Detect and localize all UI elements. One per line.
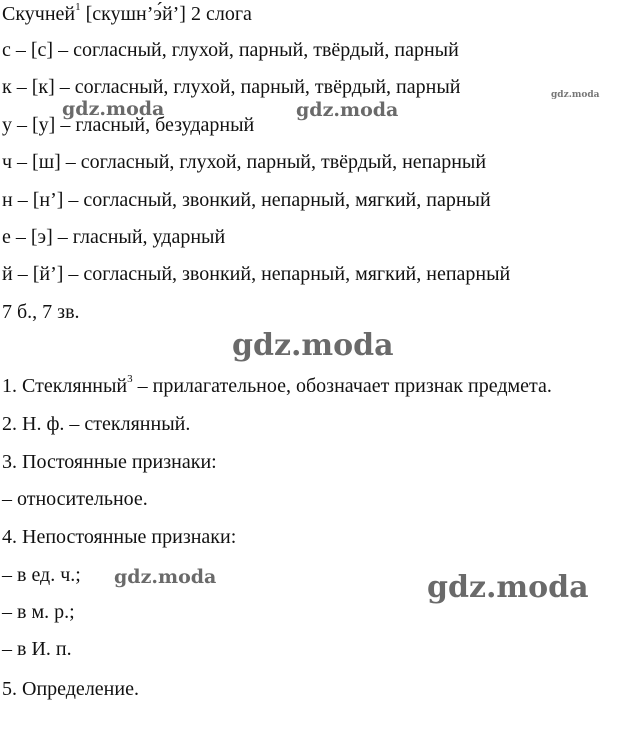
phonetic-transcription: [скушн’э́й’] 2 слога bbox=[85, 3, 252, 25]
morphology-line: – относительное. bbox=[2, 488, 148, 510]
morphology-line: 4. Непостоянные признаки: bbox=[2, 526, 237, 548]
morphology-word-footnote: 3 bbox=[127, 373, 133, 386]
phonetic-line: ч – [ш] – согласный, глухой, парный, твёрдый, непарный bbox=[2, 151, 487, 173]
watermark: gdz.moda bbox=[296, 99, 399, 121]
watermark: gdz.moda bbox=[62, 98, 165, 120]
watermark: gdz.moda bbox=[114, 566, 217, 588]
watermark-large: gdz.moda bbox=[232, 328, 394, 363]
phonetic-header bbox=[2, 2, 252, 26]
morphology-item-1 bbox=[2, 374, 552, 398]
phonetic-word-footnote: 1 bbox=[75, 1, 81, 14]
phonetic-line: с – [с] – согласный, глухой, парный, твёрдый, парный bbox=[2, 39, 459, 61]
phonetic-line: к – [к] – согласный, глухой, парный, твёрдый, парный bbox=[2, 76, 461, 98]
morphology-line: 2. Н. ф. – стеклянный. bbox=[2, 413, 191, 435]
morphology-line: 3. Постоянные признаки: bbox=[2, 451, 217, 473]
morphology-line: – в м. р.; bbox=[2, 601, 75, 623]
phonetic-word: Скучней bbox=[2, 3, 76, 25]
phonetic-line: н – [н’] – согласный, звонкий, непарный, мягкий, парный bbox=[2, 189, 491, 211]
phonetic-line: й – [й’] – согласный, звонкий, непарный, мягкий, непарный bbox=[2, 263, 511, 285]
phonetic-line: е – [э] – гласный, ударный bbox=[2, 226, 226, 248]
morphology-line: 5. Определение. bbox=[2, 678, 139, 700]
phonetic-line: у – [у] – гласный, безударный bbox=[2, 114, 255, 136]
morphology-definition: – прилагательное, обозначает признак предмета. bbox=[132, 375, 552, 397]
morphology-line: – в И. п. bbox=[2, 638, 72, 660]
phonetic-summary: 7 б., 7 зв. bbox=[2, 301, 80, 323]
watermark-small: gdz.moda bbox=[551, 90, 600, 100]
morphology-word: 1. Стеклянный bbox=[2, 375, 128, 397]
watermark-large: gdz.moda bbox=[427, 570, 589, 605]
morphology-line: – в ед. ч.; bbox=[2, 564, 81, 586]
